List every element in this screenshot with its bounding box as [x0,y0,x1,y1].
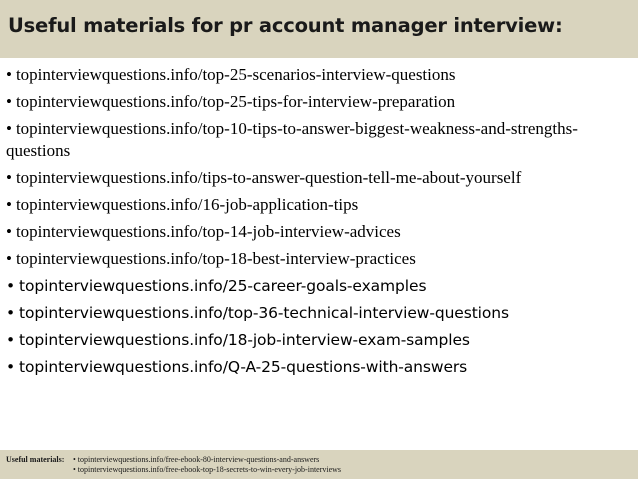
link-text[interactable]: topinterviewquestions.info/top-25-tips-for-interview-preparation [15,92,456,111]
footer-link[interactable]: • topinterviewquestions.info/free-ebook-top-18-secrets-to-win-every-job-interviews [73,464,342,474]
header-bar [0,0,638,58]
bullet-icon: • [6,249,12,268]
link-text[interactable]: topinterviewquestions.info/Q-A-25-questions-with-answers [19,358,468,376]
list-item[interactable] [6,167,632,189]
link-text[interactable]: topinterviewquestions.info/top-36-technical-interview-questions [19,304,509,322]
bullet-icon: • [6,195,12,214]
list-item[interactable] [6,91,632,113]
link-text[interactable]: topinterviewquestions.info/top-25-scenarios-interview-questions [15,65,456,84]
link-text[interactable]: topinterviewquestions.info/top-14-job-interview-advices [15,222,401,241]
list-item[interactable] [6,302,632,324]
list-item[interactable] [6,118,632,162]
link-list [6,64,632,383]
bullet-icon: • [6,304,16,322]
bullet-icon: • [6,65,12,84]
link-text[interactable]: topinterviewquestions.info/top-10-tips-to-answer-biggest-weakness-and-strengths-questions [6,119,578,160]
footer-links [73,455,341,474]
list-item[interactable] [6,64,632,86]
link-text[interactable]: topinterviewquestions.info/top-18-best-interview-practices [15,249,416,268]
list-item[interactable] [6,194,632,216]
bullet-icon: • [6,168,12,187]
list-item[interactable] [6,221,632,243]
bullet-icon: • [6,222,12,241]
link-text[interactable]: topinterviewquestions.info/25-career-goals-examples [19,277,427,295]
list-item[interactable] [6,329,632,351]
footer-link[interactable]: • topinterviewquestions.info/free-ebook-80-interview-questions-and-answers [73,455,320,464]
link-text[interactable]: topinterviewquestions.info/tips-to-answer-question-tell-me-about-yourself [15,168,522,187]
list-item[interactable] [6,356,632,378]
bullet-icon: • [6,277,16,295]
footer-label [6,455,64,464]
bullet-icon: • [6,331,16,349]
link-text[interactable]: topinterviewquestions.info/18-job-interview-exam-samples [19,331,470,349]
footer-bar [0,450,638,479]
bullet-icon: • [6,119,12,138]
list-item[interactable] [6,275,632,297]
footer-separator: : [61,455,65,464]
footer-label-text: Useful materials [6,455,62,464]
bullet-icon: • [6,358,16,376]
page-title: Useful materials for pr account manager interview: [8,14,563,37]
list-item[interactable] [6,248,632,270]
bullet-icon: • [6,92,12,111]
link-text[interactable]: topinterviewquestions.info/16-job-application-tips [15,195,359,214]
